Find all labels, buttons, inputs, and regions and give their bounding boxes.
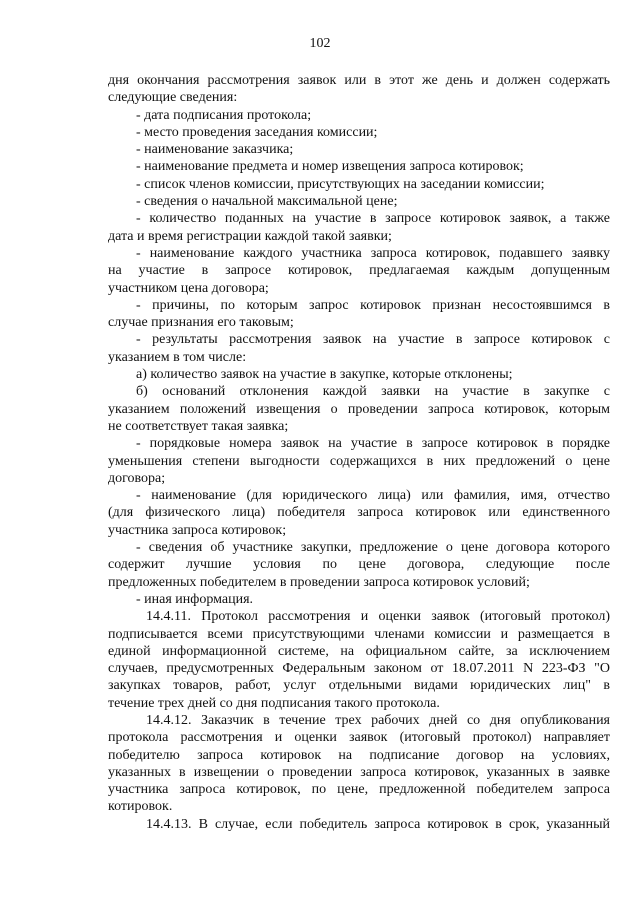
text-line: не соответствует такая заявка; <box>108 418 289 434</box>
text-line: - список членов комиссии, присутствующих на заседании комиссии; <box>136 176 545 192</box>
text-line: указанием положений извещения о проведении запроса котировок, которым <box>108 401 610 417</box>
page-number: 102 <box>309 36 331 51</box>
text-line: следующие сведения: <box>108 90 238 106</box>
text-line: дата и время регистрации каждой такой заявки; <box>108 228 392 244</box>
text-line: протокола рассмотрения и оценки заявок (итоговый протокол) направляет <box>108 730 610 746</box>
text-line: случаев, предусмотренных Федеральным законом от 18.07.2011 N 223-ФЗ "О <box>108 661 610 677</box>
text-line: - количество поданных на участие в запросе котировок заявок, а также <box>136 211 610 227</box>
text-line: участника запроса котировок, по цене, предложенной победителем запроса <box>108 782 610 798</box>
text-line: - наименование каждого участника запроса котировок, подавшего заявку <box>136 245 610 261</box>
text-line: - сведения о начальной максимальной цене; <box>136 194 398 210</box>
text-line: а) количество заявок на участие в закупке, которые отклонены; <box>136 367 513 383</box>
text-line: договора; <box>108 470 166 486</box>
text-line: 14.4.13. В случае, если победитель запроса котировок в срок, указанный <box>146 816 610 832</box>
text-line: - иная информация. <box>136 591 254 607</box>
document-body <box>108 72 610 833</box>
text-line: (для физического лица) победителя запроса котировок или единственного <box>108 505 610 521</box>
text-line: указанием в том числе: <box>108 349 247 365</box>
text-line: - причины, по которым запрос котировок признан несостоявшимся в <box>136 297 610 313</box>
text-line: случае признания его таковым; <box>108 315 294 331</box>
text-line: - сведения об участнике закупки, предложение о цене договора которого <box>136 540 610 556</box>
text-line: - наименование предмета и номер извещения запроса котировок; <box>136 159 524 175</box>
text-line: единой информационной системе, на официальном сайте, за исключением <box>108 643 610 659</box>
text-line: содержит лучшие условия по цене договора, следующие после <box>108 557 610 573</box>
text-line: участником цена договора; <box>108 280 269 296</box>
text-line: - порядковые номера заявок на участие в запросе котировок в порядке <box>136 436 610 452</box>
text-line: участника запроса котировок; <box>108 522 287 538</box>
text-line: закупках товаров, работ, услуг отдельными видами юридических лиц" в <box>108 678 610 694</box>
text-line: - наименование заказчика; <box>136 142 294 158</box>
text-line: - наименование (для юридического лица) или фамилия, имя, отчество <box>136 488 610 504</box>
text-line: уменьшения степени выгодности содержащихся в них предложений о цене <box>108 453 610 469</box>
text-line: на участие в запросе котировок, предлагаемая каждым допущенным <box>108 263 610 279</box>
text-line: течение трех дней со дня подписания такого протокола. <box>108 695 440 711</box>
text-line: победителю запроса котировок на подписание договор на условиях, <box>108 747 610 763</box>
text-line: б) оснований отклонения каждой заявки на участие в закупке с <box>136 384 610 400</box>
text-line: дня окончания рассмотрения заявок или в этот же день и должен содержать <box>108 73 610 88</box>
text-line: предложенных победителем в проведении запроса котировок условий; <box>108 574 530 590</box>
text-line: - дата подписания протокола; <box>136 107 312 123</box>
text-line: 14.4.12. Заказчик в течение трех рабочих дней со дня опубликования <box>146 712 610 728</box>
text-line: - место проведения заседания комиссии; <box>136 124 378 140</box>
text-line: подписывается всеми присутствующими членами комиссии и размещается в <box>108 626 610 642</box>
text-line: 14.4.11. Протокол рассмотрения и оценки заявок (итоговый протокол) <box>146 609 610 625</box>
text-line: указанных в извещении о проведении запроса котировок, указанных в заявке <box>108 764 610 780</box>
text-line: - результаты рассмотрения заявок на участие в запросе котировок с <box>136 332 610 348</box>
text-line: котировок. <box>108 799 173 815</box>
